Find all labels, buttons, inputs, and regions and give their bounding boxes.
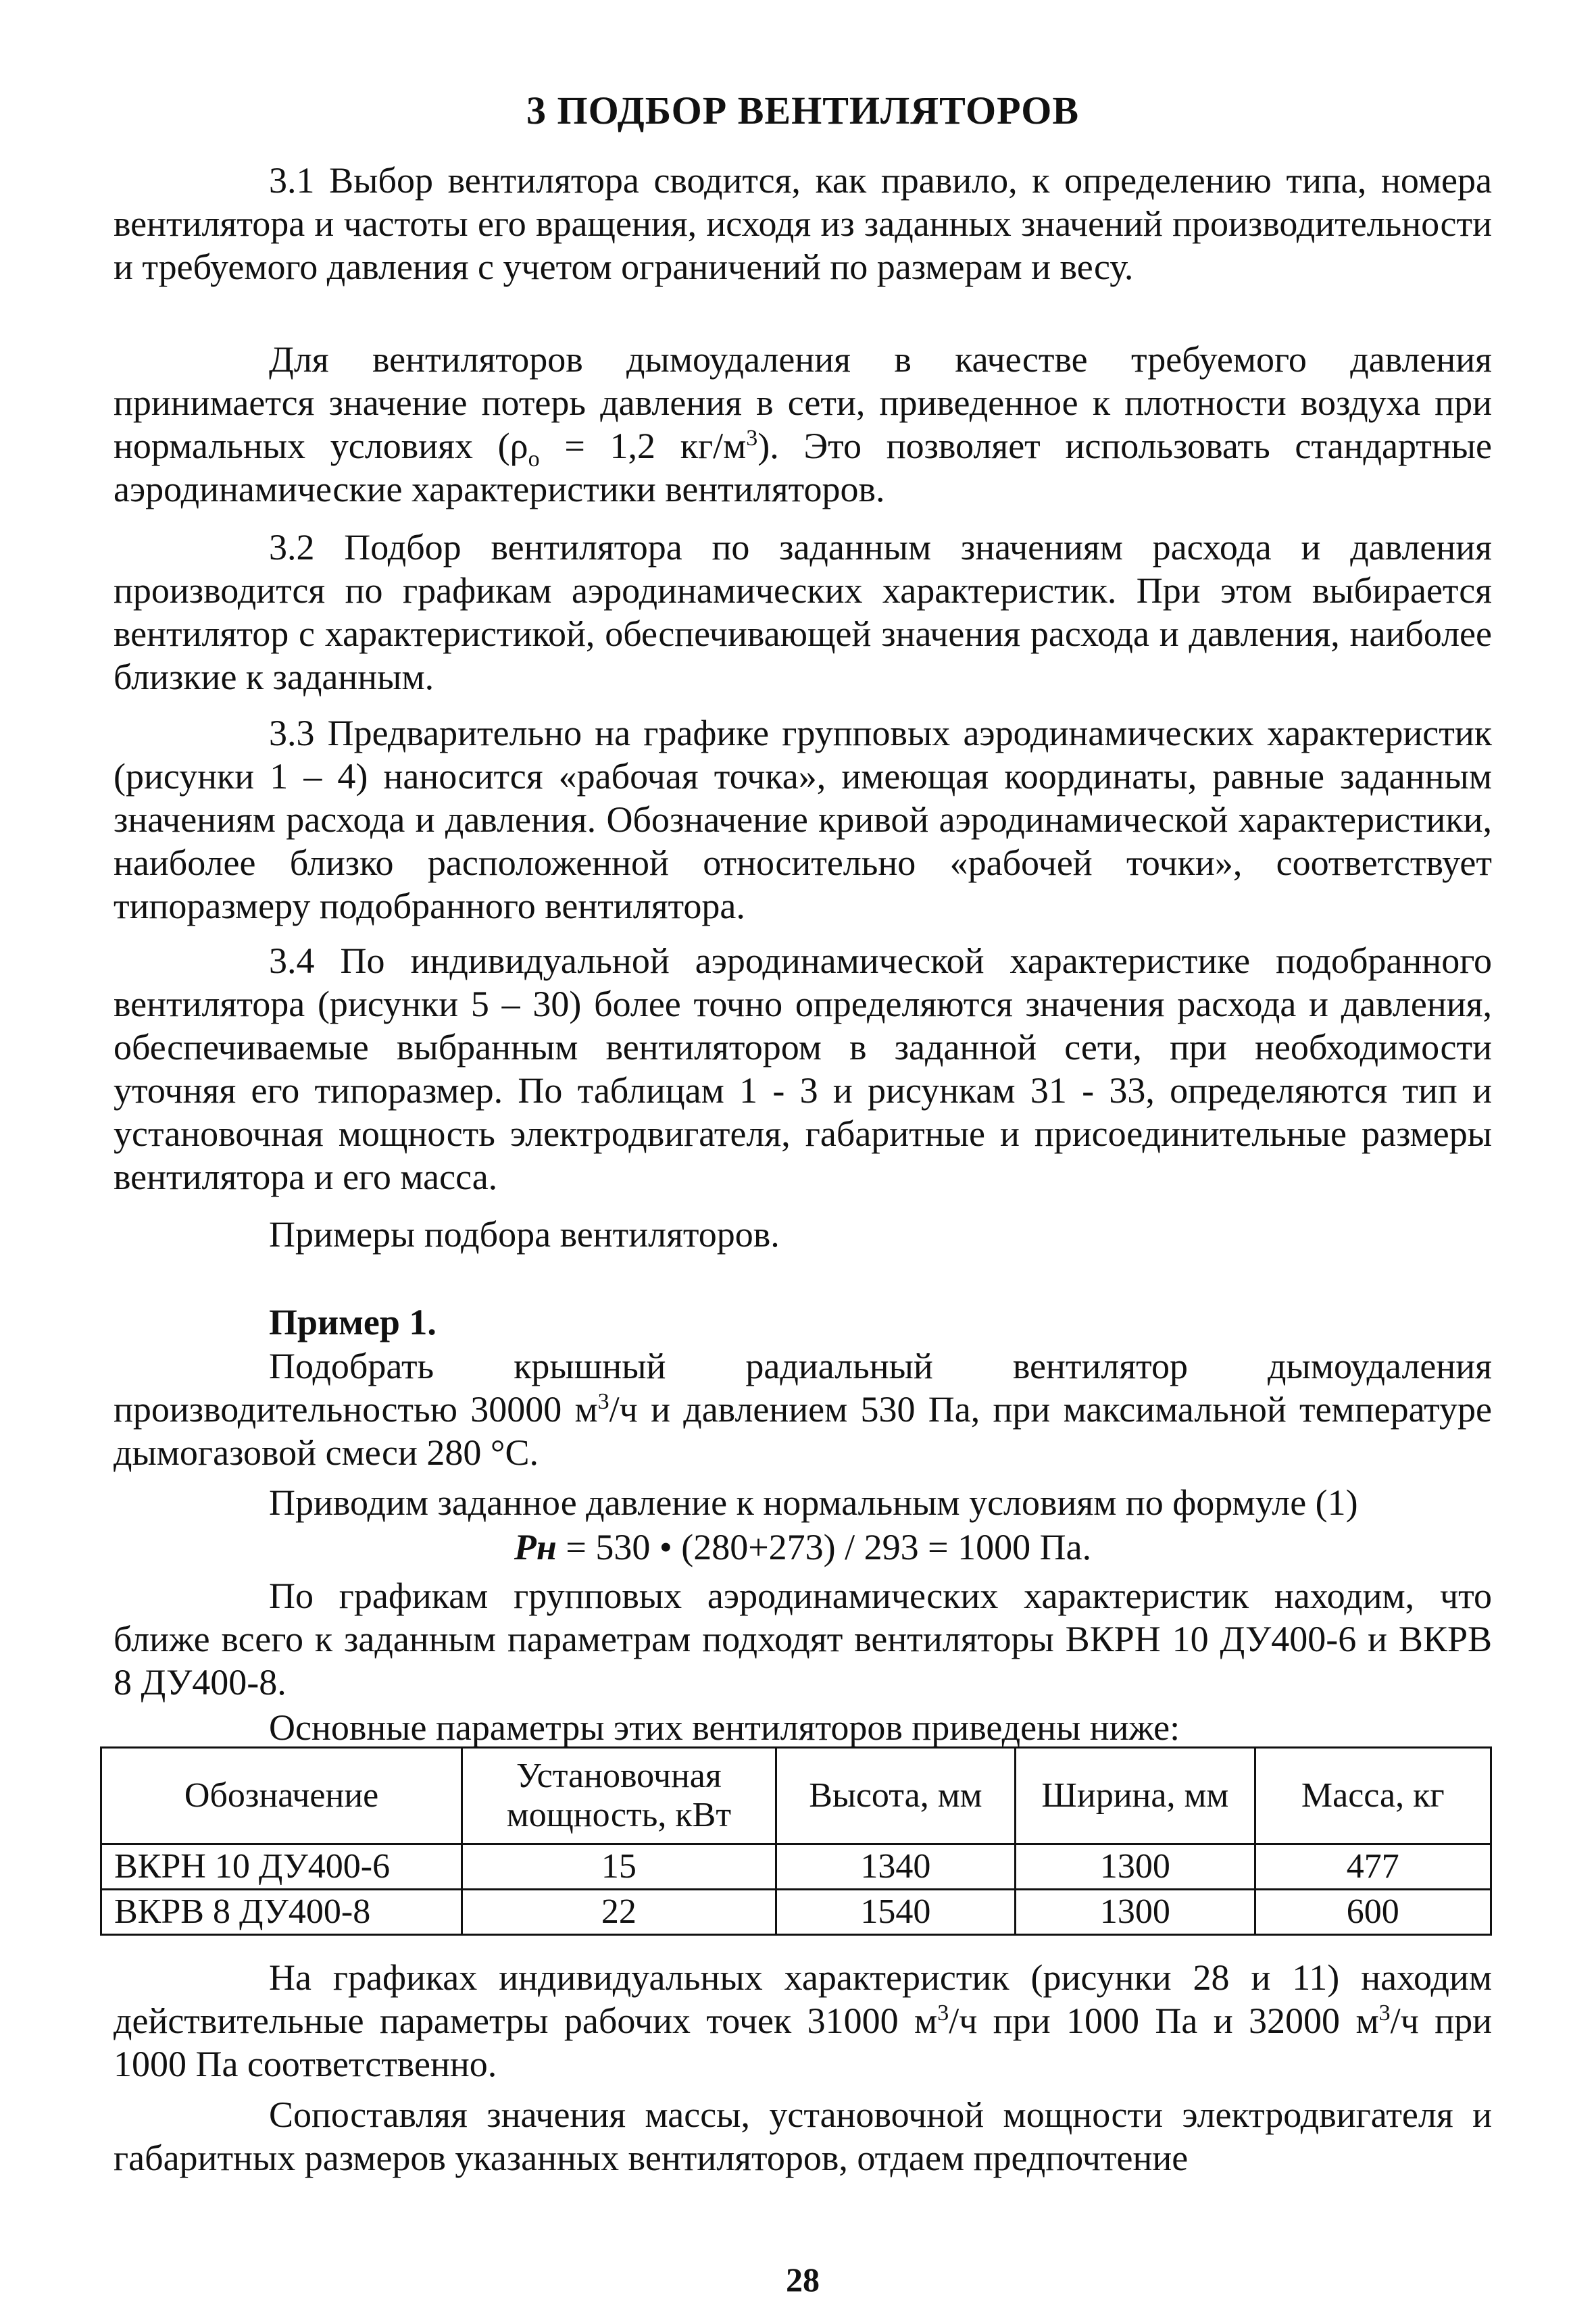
indiv-text-b: /ч при 1000 Па и 32000 м xyxy=(949,2001,1379,2041)
formula-variable: Рн xyxy=(514,1527,557,1567)
smoke-text-b: = 1,2 кг/м xyxy=(539,426,747,466)
paragraph-3-1: 3.1 Выбор вентилятора сводится, как правило, к определению типа, номера вентилятора и частоты его вращения, исходя из заданных значений производительности и требуемого давления с учетом ограничений по размерам и весу. xyxy=(114,160,1492,287)
cell-mass: 477 xyxy=(1255,1844,1491,1890)
header-height: Высота, мм xyxy=(776,1748,1015,1844)
header-power: Установочная мощность, кВт xyxy=(462,1748,776,1844)
cubic-superscript: 3 xyxy=(746,426,758,451)
fan-parameters-table xyxy=(100,1746,1492,1936)
section-title: 3 ПОДБОР ВЕНТИЛЯТОРОВ xyxy=(526,89,1080,132)
cell-width: 1300 xyxy=(1016,1844,1255,1890)
header-designation: Обозначение xyxy=(101,1748,462,1844)
paragraph-examples: Примеры подбора вентиляторов. xyxy=(269,1214,780,1255)
example-comparison: Сопоставляя значения массы, установочной мощности электродвигателя и габаритных размеров указанных вентиляторов, отдаем предпочтение xyxy=(114,2094,1492,2178)
cell-designation: ВКРВ 8 ДУ400-8 xyxy=(101,1890,462,1935)
smoke-text-c: ). Это позволяет использовать стандартные аэродинамические характеристики вентиляторов. xyxy=(114,426,1492,509)
formula-expression: = 530 • (280+273) / 293 = 1000 Па. xyxy=(556,1527,1092,1567)
example-individual-characteristics xyxy=(114,1956,1492,2086)
example-task xyxy=(114,1344,1492,1474)
indiv-superscript-1: 3 xyxy=(937,2001,949,2026)
table-row xyxy=(101,1890,1491,1935)
indiv-text-a: На графиках индивидуальных характеристик (рисунки 28 и 11) находим действительные параметры рабочих точек 31000 м xyxy=(114,1957,1492,2041)
cell-height: 1340 xyxy=(776,1844,1015,1890)
header-mass: Масса, кг xyxy=(1255,1748,1491,1844)
cell-power: 15 xyxy=(462,1844,776,1890)
table-row xyxy=(101,1844,1491,1890)
document-page xyxy=(114,0,1492,2314)
smoke-text-a: Для вентиляторов дымоудаления в качестве требуемого давления принимается значение потерь давления в сети, приведенное к плотности воздуха при нормальных условиях (ρ xyxy=(114,339,1492,466)
indiv-text-c: /ч при 1000 Па соответственно. xyxy=(114,2001,1492,2084)
cell-power: 22 xyxy=(462,1890,776,1935)
cell-height: 1540 xyxy=(776,1890,1015,1935)
paragraph-3-3: 3.3 Предварительно на графике групповых аэродинамических характеристик (рисунки 1 – 4) наносится «рабочая точка», имеющая координаты, равные заданным значениям расхода и давления. Обозначение кривой аэродинамической характеристики, наиболее близко расположенной относительно «рабочей точки», соответствует типоразмеру подобранного вентилятора. xyxy=(114,713,1492,926)
task-superscript: 3 xyxy=(597,1389,609,1414)
example-reduce-pressure: Приводим заданное давление к нормальным условиям по формуле (1) xyxy=(269,1482,1358,1523)
indiv-superscript-2: 3 xyxy=(1378,2001,1391,2026)
cell-width: 1300 xyxy=(1016,1890,1255,1935)
paragraph-3-4: 3.4 По индивидуальной аэродинамической характеристике подобранного вентилятора (рисунки 5 – 30) более точно определяются значения расхода и давления, обеспечиваемые выбранным вентилятором в заданной сети, при необходимости уточняя его типоразмер. По таблицам 1 - 3 и рисункам 31 - 33, определяются тип и установочная мощность электродвигателя, габаритные и присоединительные размеры вентилятора и его масса. xyxy=(114,940,1492,1197)
example-heading: Пример 1. xyxy=(269,1302,437,1342)
formula xyxy=(114,1526,1492,1569)
rho-subscript: о xyxy=(528,446,540,472)
paragraph-3-2: 3.2 Подбор вентилятора по заданным значениям расхода и давления производится по графикам аэродинамических характеристик. При этом выбирается вентилятор с характеристикой, обеспечивающей значения расхода и давления, наиболее близкие к заданным. xyxy=(114,527,1492,697)
cell-designation: ВКРН 10 ДУ400-6 xyxy=(101,1844,462,1890)
cell-mass: 600 xyxy=(1255,1890,1491,1935)
page-number: 28 xyxy=(786,2261,820,2298)
example-params-intro: Основные параметры этих вентиляторов приведены ниже: xyxy=(269,1707,1180,1748)
header-width: Ширина, мм xyxy=(1016,1748,1255,1844)
task-text-b: /ч и давлением 530 Па, при максимальной температуре дымогазовой смеси 280 °С. xyxy=(114,1389,1492,1473)
paragraph-smoke-extraction xyxy=(114,338,1492,511)
table-header-row xyxy=(101,1748,1491,1844)
example-graphs-result: По графикам групповых аэродинамических характеристик находим, что ближе всего к заданным параметрам подходят вентиляторы ВКРН 10 ДУ400-6 и ВКРВ 8 ДУ400-8. xyxy=(114,1576,1492,1703)
task-text-a: Подобрать крышный радиальный вентилятор дымоудаления производительностью 30000 м xyxy=(114,1346,1492,1430)
